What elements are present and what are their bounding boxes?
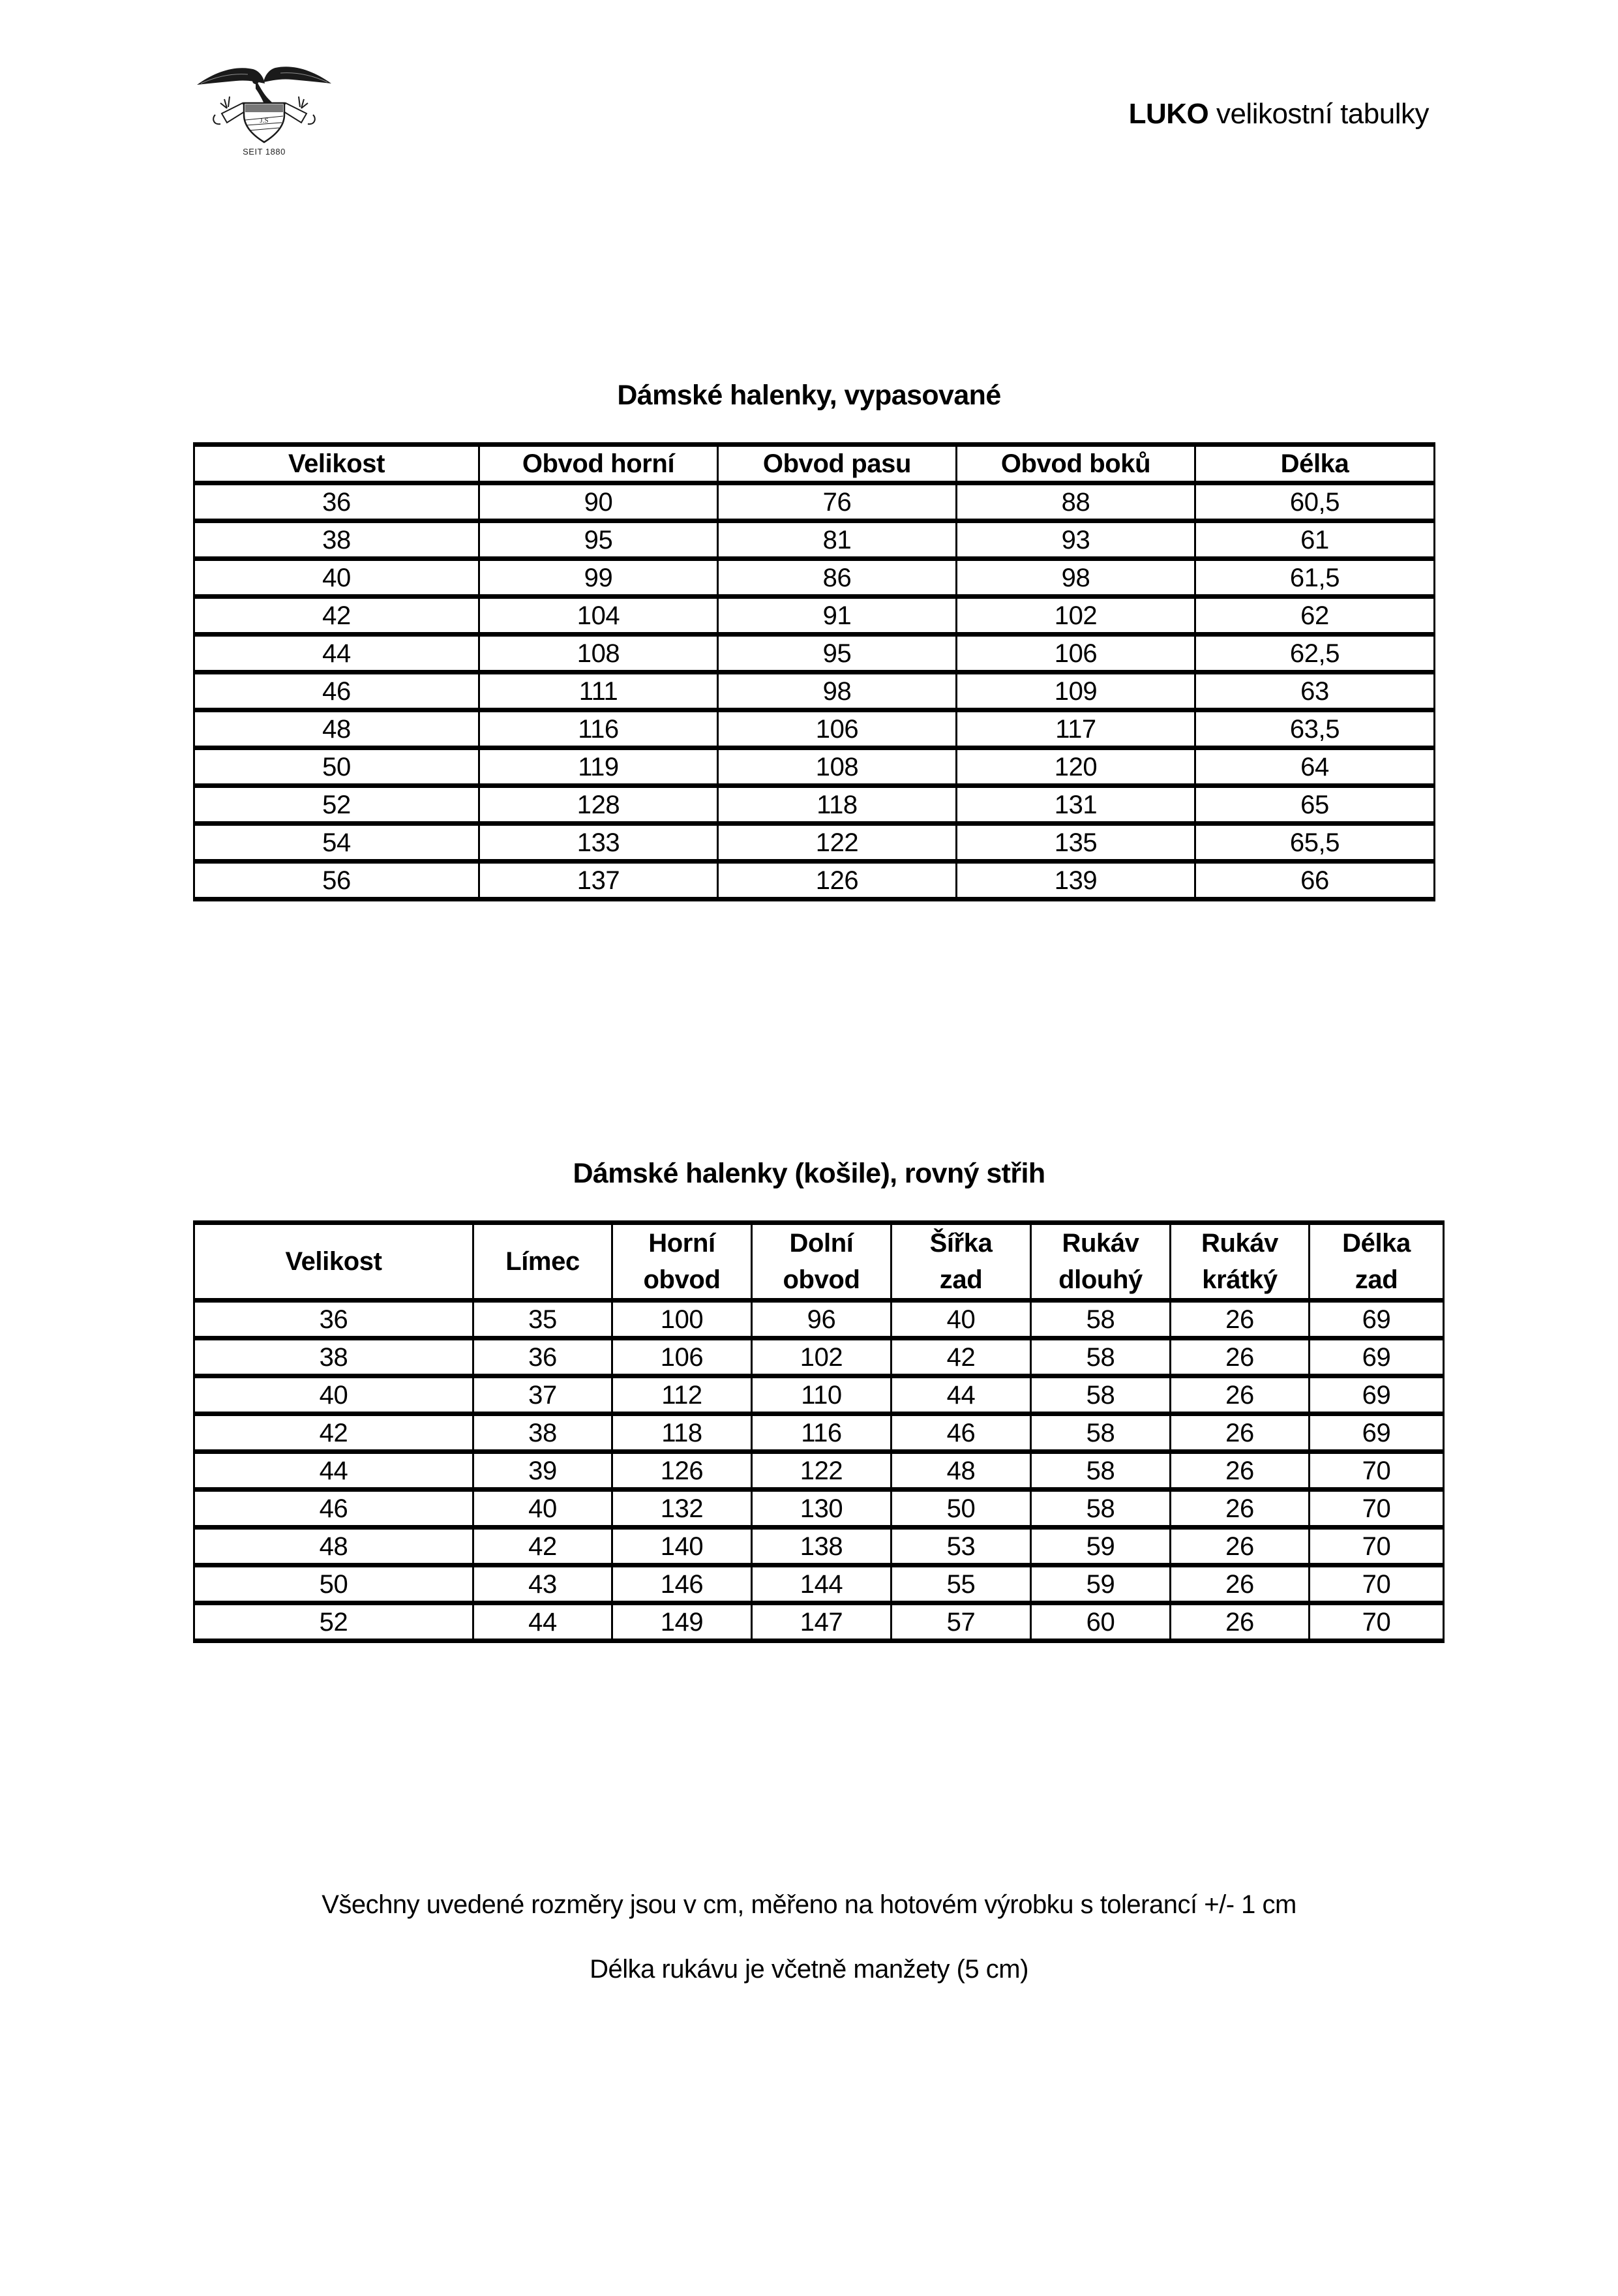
table-cell: 70 bbox=[1310, 1565, 1444, 1603]
table-row bbox=[194, 1528, 1444, 1565]
column-header: Obvod pasu bbox=[718, 445, 957, 483]
table-cell: 48 bbox=[194, 1528, 473, 1565]
table-cell: 63,5 bbox=[1195, 710, 1435, 748]
table-cell: 57 bbox=[891, 1603, 1031, 1641]
table-cell: 61 bbox=[1195, 521, 1435, 559]
table-cell: 56 bbox=[194, 862, 479, 899]
table-row bbox=[194, 1338, 1444, 1376]
table-cell: 50 bbox=[194, 748, 479, 786]
table-header-row bbox=[194, 1223, 1444, 1301]
table-cell: 112 bbox=[612, 1376, 752, 1414]
table-cell: 35 bbox=[473, 1301, 612, 1338]
table-cell: 109 bbox=[957, 672, 1195, 710]
table-cell: 62 bbox=[1195, 597, 1435, 635]
table-cell: 26 bbox=[1171, 1565, 1310, 1603]
table-cell: 53 bbox=[891, 1528, 1031, 1565]
column-header bbox=[612, 1223, 752, 1301]
table-cell: 26 bbox=[1171, 1414, 1310, 1452]
table-cell: 122 bbox=[718, 824, 957, 862]
table-cell: 70 bbox=[1310, 1490, 1444, 1528]
table-cell: 36 bbox=[473, 1338, 612, 1376]
table-cell: 138 bbox=[752, 1528, 891, 1565]
table-cell: 66 bbox=[1195, 862, 1435, 899]
table-cell: 63 bbox=[1195, 672, 1435, 710]
table-row bbox=[194, 597, 1435, 635]
table-cell: 40 bbox=[473, 1490, 612, 1528]
table-cell: 137 bbox=[479, 862, 718, 899]
table-cell: 102 bbox=[752, 1338, 891, 1376]
table-cell: 111 bbox=[479, 672, 718, 710]
table-cell: 64 bbox=[1195, 748, 1435, 786]
eagle-crest-icon bbox=[196, 60, 333, 148]
column-header bbox=[1310, 1223, 1444, 1301]
column-header bbox=[752, 1223, 891, 1301]
column-header bbox=[1031, 1223, 1171, 1301]
table-cell: 126 bbox=[612, 1452, 752, 1490]
table-cell: 70 bbox=[1310, 1603, 1444, 1641]
table-cell: 42 bbox=[891, 1338, 1031, 1376]
table-cell: 117 bbox=[957, 710, 1195, 748]
table-cell: 61,5 bbox=[1195, 559, 1435, 597]
table-cell: 90 bbox=[479, 483, 718, 521]
table-cell: 40 bbox=[891, 1301, 1031, 1338]
table-cell: 52 bbox=[194, 786, 479, 824]
table-cell: 58 bbox=[1031, 1452, 1171, 1490]
table-cell: 119 bbox=[479, 748, 718, 786]
table-cell: 91 bbox=[718, 597, 957, 635]
table-cell: 65,5 bbox=[1195, 824, 1435, 862]
table-cell: 26 bbox=[1171, 1528, 1310, 1565]
table-cell: 44 bbox=[194, 635, 479, 672]
table-cell: 147 bbox=[752, 1603, 891, 1641]
table-cell: 70 bbox=[1310, 1528, 1444, 1565]
table-cell: 59 bbox=[1031, 1528, 1171, 1565]
table-row bbox=[194, 672, 1435, 710]
table-cell: 144 bbox=[752, 1565, 891, 1603]
table-cell: 106 bbox=[957, 635, 1195, 672]
table-row bbox=[194, 1452, 1444, 1490]
table-cell: 86 bbox=[718, 559, 957, 597]
table-cell: 116 bbox=[479, 710, 718, 748]
size-table-fitted-blouses bbox=[193, 442, 1435, 901]
table-cell: 39 bbox=[473, 1452, 612, 1490]
table-row bbox=[194, 635, 1435, 672]
table-cell: 48 bbox=[194, 710, 479, 748]
column-header-line: Šířka bbox=[929, 1229, 993, 1258]
table-cell: 70 bbox=[1310, 1452, 1444, 1490]
table-cell: 26 bbox=[1171, 1338, 1310, 1376]
table-row bbox=[194, 1414, 1444, 1452]
table-cell: 50 bbox=[891, 1490, 1031, 1528]
table-row bbox=[194, 483, 1435, 521]
table-cell: 88 bbox=[957, 483, 1195, 521]
table-cell: 48 bbox=[891, 1452, 1031, 1490]
table-cell: 40 bbox=[194, 559, 479, 597]
column-header-line: dlouhý bbox=[1058, 1265, 1143, 1294]
company-logo bbox=[196, 60, 333, 164]
table-cell: 106 bbox=[718, 710, 957, 748]
table-cell: 98 bbox=[718, 672, 957, 710]
table-row bbox=[194, 862, 1435, 899]
table-cell: 149 bbox=[612, 1603, 752, 1641]
table-cell: 76 bbox=[718, 483, 957, 521]
svg-text:J.S: J.S bbox=[260, 117, 269, 125]
table-row bbox=[194, 786, 1435, 824]
column-header-line: zad bbox=[939, 1265, 983, 1294]
table-cell: 69 bbox=[1310, 1376, 1444, 1414]
table-cell: 116 bbox=[752, 1414, 891, 1452]
column-header-line: Délka bbox=[1342, 1229, 1411, 1258]
table-cell: 65 bbox=[1195, 786, 1435, 824]
table-cell: 128 bbox=[479, 786, 718, 824]
table-cell: 120 bbox=[957, 748, 1195, 786]
table-cell: 26 bbox=[1171, 1376, 1310, 1414]
table-cell: 133 bbox=[479, 824, 718, 862]
document-header-title bbox=[1129, 98, 1429, 130]
column-header bbox=[891, 1223, 1031, 1301]
table-cell: 50 bbox=[194, 1565, 473, 1603]
column-header-line: Velikost bbox=[285, 1247, 382, 1276]
column-header: Délka bbox=[1195, 445, 1435, 483]
table-row bbox=[194, 710, 1435, 748]
table-cell: 26 bbox=[1171, 1301, 1310, 1338]
column-header-line: Horní bbox=[648, 1229, 715, 1258]
column-header-line: obvod bbox=[643, 1265, 721, 1294]
table-row bbox=[194, 824, 1435, 862]
table-cell: 26 bbox=[1171, 1490, 1310, 1528]
column-header-line: obvod bbox=[783, 1265, 860, 1294]
table-cell: 54 bbox=[194, 824, 479, 862]
table-cell: 36 bbox=[194, 1301, 473, 1338]
table-cell: 118 bbox=[718, 786, 957, 824]
column-header: Obvod boků bbox=[957, 445, 1195, 483]
table-cell: 55 bbox=[891, 1565, 1031, 1603]
table-cell: 140 bbox=[612, 1528, 752, 1565]
table-cell: 38 bbox=[194, 1338, 473, 1376]
table-cell: 60 bbox=[1031, 1603, 1171, 1641]
table-cell: 52 bbox=[194, 1603, 473, 1641]
column-header-line: zad bbox=[1355, 1265, 1398, 1294]
table-cell: 108 bbox=[718, 748, 957, 786]
table-cell: 132 bbox=[612, 1490, 752, 1528]
table-cell: 60,5 bbox=[1195, 483, 1435, 521]
table-cell: 42 bbox=[194, 1414, 473, 1452]
column-header-line: Dolní bbox=[789, 1229, 854, 1258]
table-cell: 99 bbox=[479, 559, 718, 597]
column-header-line: krátký bbox=[1202, 1265, 1278, 1294]
table-row bbox=[194, 559, 1435, 597]
table-cell: 69 bbox=[1310, 1414, 1444, 1452]
table-cell: 81 bbox=[718, 521, 957, 559]
table-cell: 44 bbox=[891, 1376, 1031, 1414]
column-header bbox=[1171, 1223, 1310, 1301]
table-cell: 139 bbox=[957, 862, 1195, 899]
table-cell: 58 bbox=[1031, 1338, 1171, 1376]
table-cell: 58 bbox=[1031, 1301, 1171, 1338]
column-header: Obvod horní bbox=[479, 445, 718, 483]
table-cell: 95 bbox=[718, 635, 957, 672]
table-cell: 43 bbox=[473, 1565, 612, 1603]
table-cell: 44 bbox=[473, 1603, 612, 1641]
table-cell: 38 bbox=[194, 521, 479, 559]
table-cell: 58 bbox=[1031, 1490, 1171, 1528]
table-cell: 135 bbox=[957, 824, 1195, 862]
table-cell: 38 bbox=[473, 1414, 612, 1452]
table-header-row bbox=[194, 445, 1435, 483]
table-cell: 58 bbox=[1031, 1376, 1171, 1414]
column-header: Velikost bbox=[194, 445, 479, 483]
table-row bbox=[194, 748, 1435, 786]
table-cell: 102 bbox=[957, 597, 1195, 635]
table-cell: 108 bbox=[479, 635, 718, 672]
column-header-line: Límec bbox=[505, 1247, 580, 1276]
table-cell: 126 bbox=[718, 862, 957, 899]
table-cell: 93 bbox=[957, 521, 1195, 559]
table-row bbox=[194, 521, 1435, 559]
table-cell: 58 bbox=[1031, 1414, 1171, 1452]
table-cell: 44 bbox=[194, 1452, 473, 1490]
header-subtitle: velikostní tabulky bbox=[1208, 98, 1429, 130]
table-row bbox=[194, 1301, 1444, 1338]
table-cell: 110 bbox=[752, 1376, 891, 1414]
table-row bbox=[194, 1490, 1444, 1528]
table-cell: 36 bbox=[194, 483, 479, 521]
table-cell: 46 bbox=[891, 1414, 1031, 1452]
table-cell: 95 bbox=[479, 521, 718, 559]
table-cell: 118 bbox=[612, 1414, 752, 1452]
table-cell: 42 bbox=[473, 1528, 612, 1565]
table-cell: 46 bbox=[194, 1490, 473, 1528]
table-cell: 130 bbox=[752, 1490, 891, 1528]
table-cell: 26 bbox=[1171, 1603, 1310, 1641]
table-cell: 37 bbox=[473, 1376, 612, 1414]
table-cell: 106 bbox=[612, 1338, 752, 1376]
table-cell: 69 bbox=[1310, 1338, 1444, 1376]
table1-title: Dámské halenky, vypasované bbox=[617, 380, 1001, 411]
brand-name: LUKO bbox=[1128, 98, 1209, 130]
table-row bbox=[194, 1565, 1444, 1603]
table-row bbox=[194, 1603, 1444, 1641]
table-cell: 96 bbox=[752, 1301, 891, 1338]
table-cell: 59 bbox=[1031, 1565, 1171, 1603]
logo-caption: SEIT 1880 bbox=[243, 147, 286, 157]
table-cell: 131 bbox=[957, 786, 1195, 824]
table-cell: 104 bbox=[479, 597, 718, 635]
sleeve-note: Délka rukávu je včetně manžety (5 cm) bbox=[590, 1955, 1028, 1984]
table-cell: 98 bbox=[957, 559, 1195, 597]
table2-title: Dámské halenky (košile), rovný střih bbox=[573, 1158, 1045, 1189]
column-header-line: Rukáv bbox=[1062, 1229, 1139, 1258]
column-header bbox=[473, 1223, 612, 1301]
table-cell: 62,5 bbox=[1195, 635, 1435, 672]
table-cell: 40 bbox=[194, 1376, 473, 1414]
table-cell: 69 bbox=[1310, 1301, 1444, 1338]
table-cell: 46 bbox=[194, 672, 479, 710]
table-row bbox=[194, 1376, 1444, 1414]
table-cell: 146 bbox=[612, 1565, 752, 1603]
column-header bbox=[194, 1223, 473, 1301]
table-cell: 100 bbox=[612, 1301, 752, 1338]
size-table-straight-blouses bbox=[193, 1220, 1445, 1643]
table-cell: 122 bbox=[752, 1452, 891, 1490]
table-cell: 26 bbox=[1171, 1452, 1310, 1490]
measurement-note: Všechny uvedené rozměry jsou v cm, měřeno na hotovém výrobku s tolerancí +/- 1 cm bbox=[322, 1890, 1296, 1919]
column-header-line: Rukáv bbox=[1201, 1229, 1279, 1258]
table-cell: 42 bbox=[194, 597, 479, 635]
